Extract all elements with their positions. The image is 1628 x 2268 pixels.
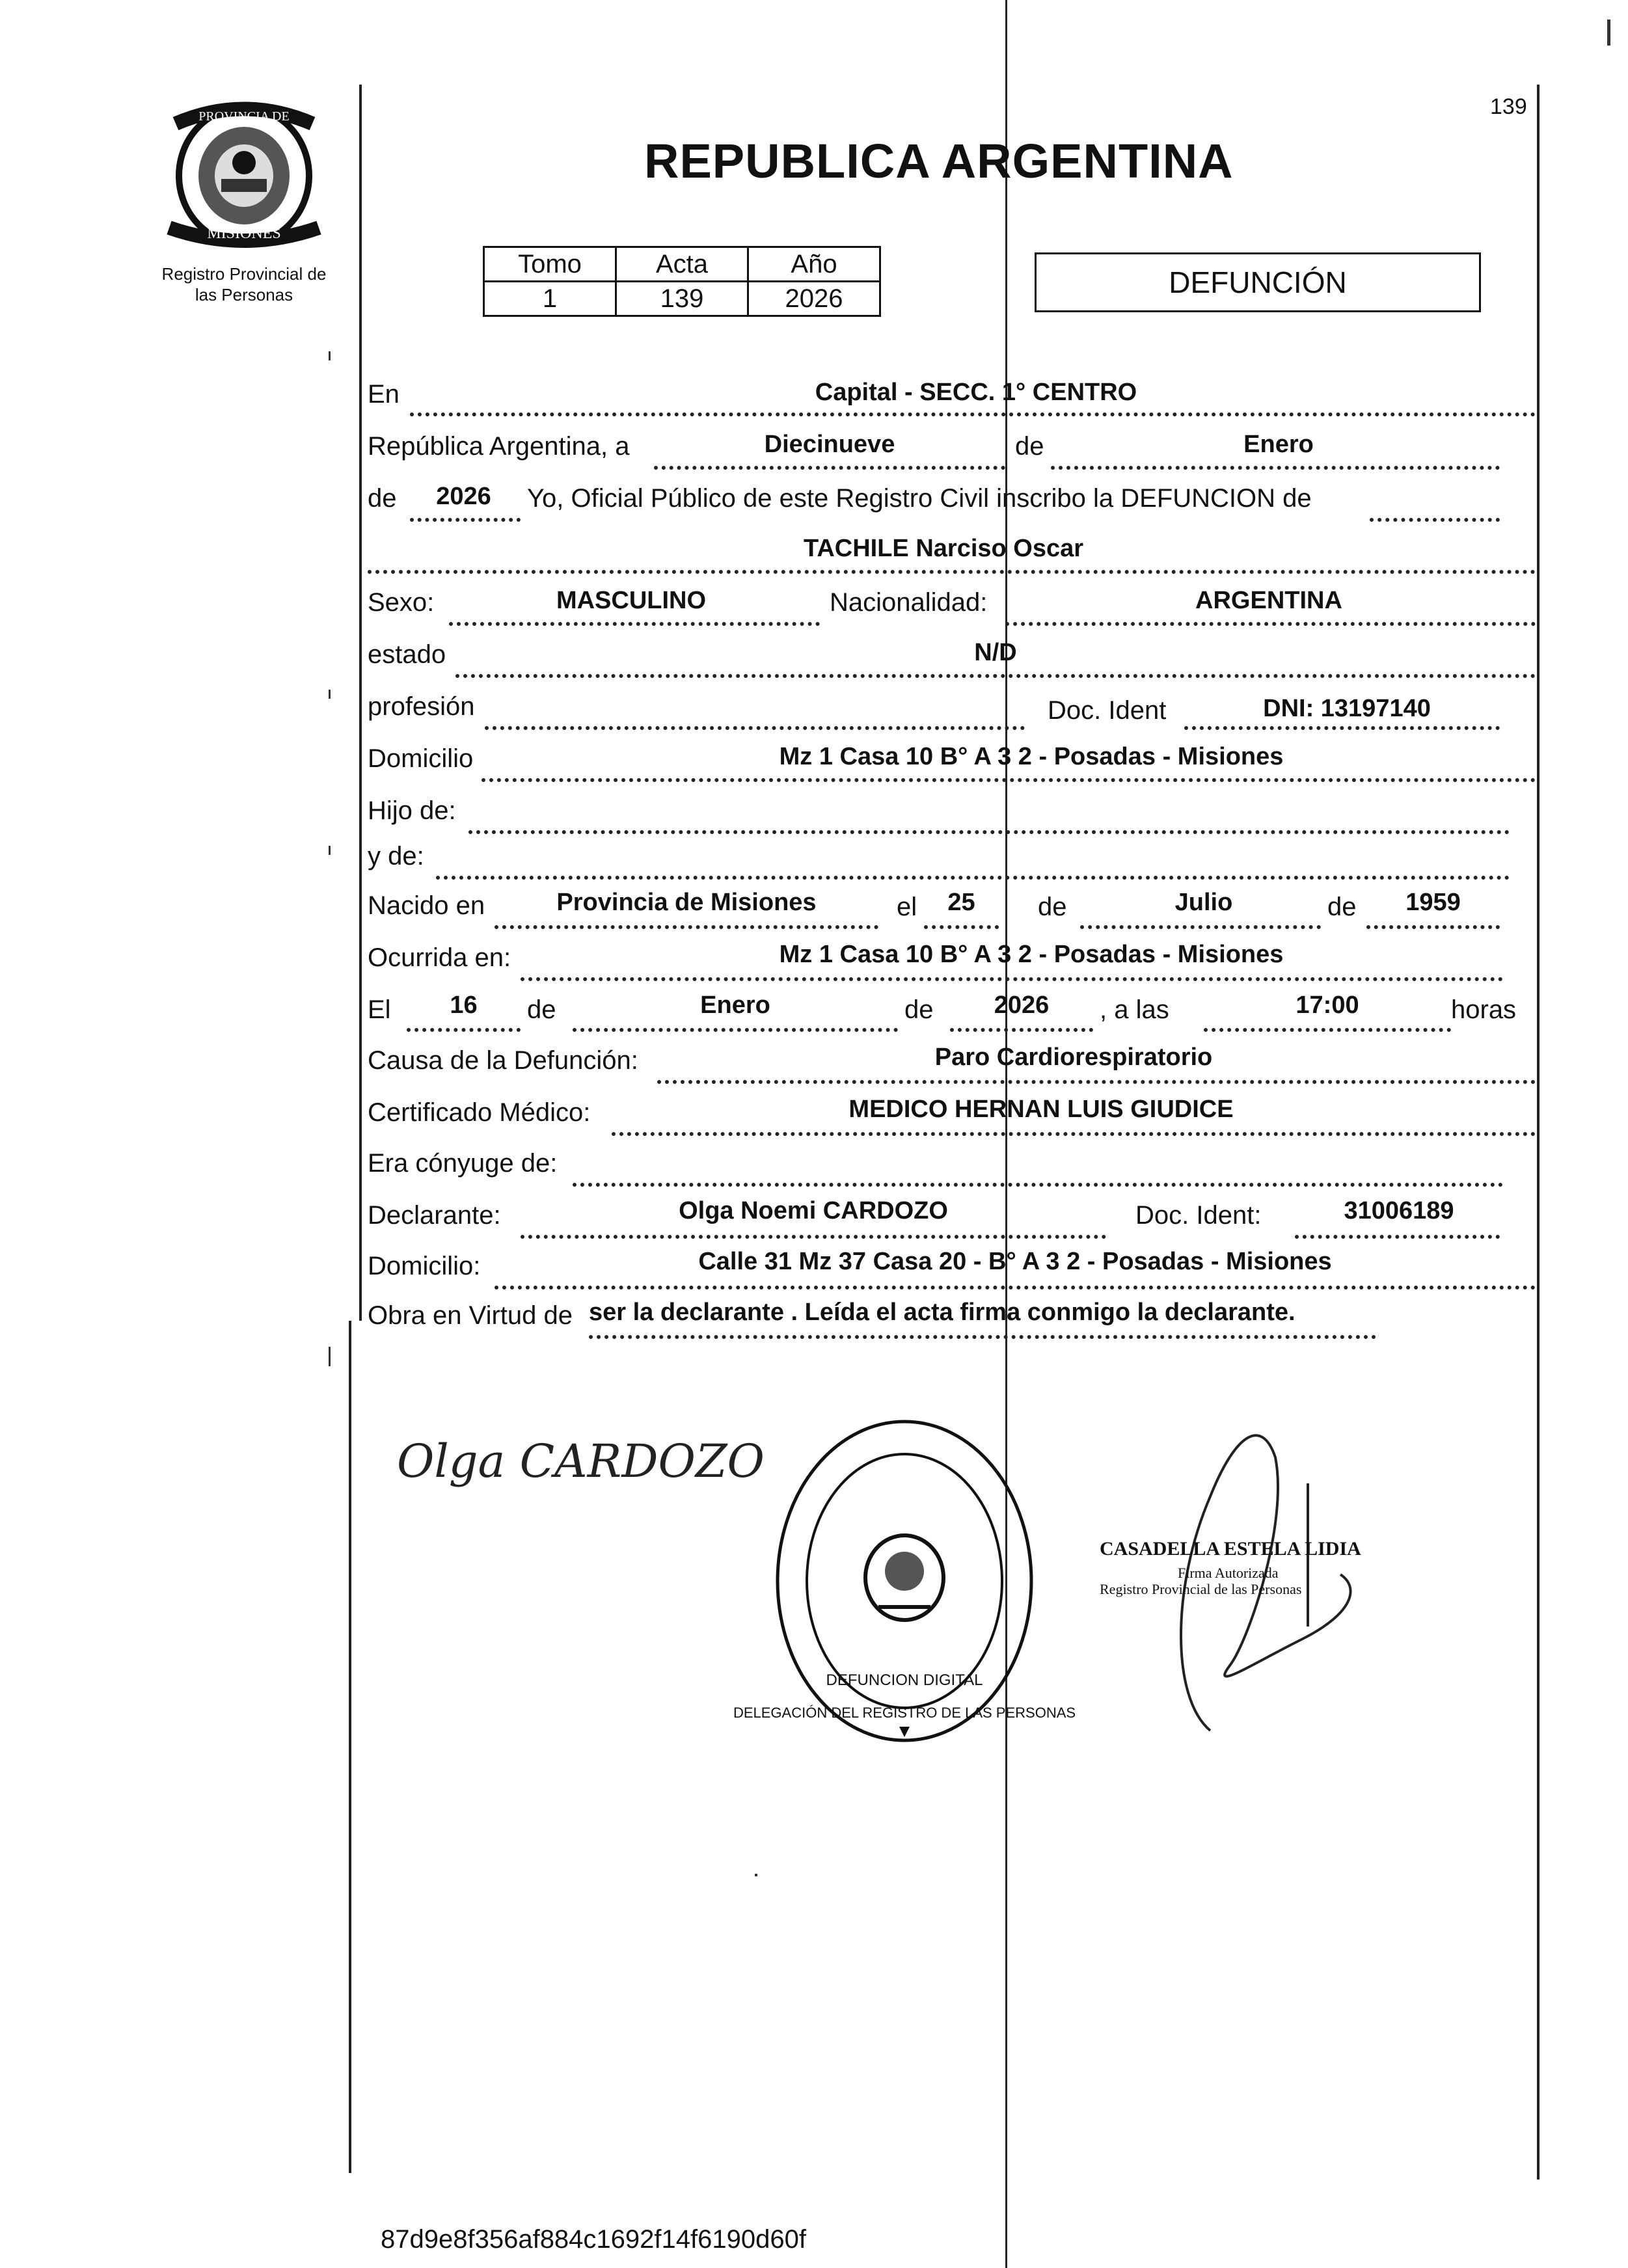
declarant-signature-graphic [390, 1412, 794, 1509]
dotted-line [521, 1235, 1106, 1239]
left-margin-line-lower [349, 1321, 351, 2173]
nac-dia-value: 25 [947, 889, 975, 916]
doc-label: Doc. Ident [1048, 696, 1167, 725]
dotted-line [1366, 925, 1500, 929]
sexo-label: Sexo: [368, 588, 435, 617]
domicilio2-value: Calle 31 Mz 37 Casa 20 - B° A 3 2 - Posadas - Misiones [698, 1248, 1332, 1275]
dotted-line [468, 830, 1510, 834]
scan-mark [329, 1347, 331, 1366]
official-role-2: Registro Provincial de las Personas [1100, 1581, 1302, 1597]
dotted-line [495, 1286, 1536, 1289]
nac-anio-value: 1959 [1405, 889, 1461, 916]
conyuge-label: Era cónyuge de: [368, 1149, 558, 1178]
month-value: Enero [1243, 431, 1314, 458]
domicilio2-label: Domicilio: [368, 1252, 481, 1280]
yde-label: y de: [368, 842, 424, 871]
document-hash: 87d9e8f356af884c1692f14f6190d60f [381, 2225, 806, 2254]
stamp-inner-text: DEFUNCION DIGITAL [826, 1671, 983, 1689]
def-anio-value: 2026 [994, 992, 1050, 1019]
declarante-value: Olga Noemi CARDOZO [679, 1197, 948, 1224]
doc2-label: Doc. Ident: [1135, 1201, 1262, 1230]
page-title: REPUBLICA ARGENTINA [644, 134, 1234, 188]
header-tomo: Tomo [484, 247, 616, 282]
doc2-value: 31006189 [1344, 1197, 1454, 1224]
dotted-line [436, 876, 1510, 880]
def-dia-value: 16 [450, 992, 478, 1019]
dotted-line [1295, 1235, 1500, 1239]
crest-text-bottom: MISIONES [207, 225, 281, 242]
dotted-line [657, 1080, 1536, 1084]
official-signature-graphic [1093, 1392, 1431, 1757]
province-crest [150, 98, 338, 247]
header-acta: Acta [616, 247, 748, 282]
value-acta: 139 [616, 282, 748, 316]
el2-label: El [368, 995, 391, 1024]
ocurrida-label: Ocurrida en: [368, 943, 511, 972]
nacionalidad-label: Nacionalidad: [830, 588, 988, 617]
registry-caption [124, 263, 364, 305]
dotted-line [485, 726, 1025, 730]
dotted-line [950, 1028, 1093, 1032]
left-margin-line [359, 85, 362, 1321]
deceased-name: TACHILE Narciso Oscar [803, 535, 1084, 562]
dotted-line [410, 412, 1536, 416]
hijo-label: Hijo de: [368, 796, 456, 825]
dotted-line [455, 674, 1536, 678]
dotted-line [1184, 726, 1500, 730]
dotted-line [1204, 1028, 1451, 1032]
official-stamp [733, 1412, 1076, 1750]
domicilio-value: Mz 1 Casa 10 B° A 3 2 - Posadas - Misiones [779, 743, 1284, 770]
profesion-label: profesión [368, 692, 475, 721]
def-de1-label: de [527, 995, 556, 1024]
dotted-line [449, 622, 820, 626]
nac-de2-label: de [1327, 893, 1357, 921]
scan-mark [329, 351, 331, 360]
dotted-line [482, 778, 1536, 782]
horas-label: horas [1451, 995, 1517, 1024]
stamp-text: DELEGACIÓN DEL REGISTRO DE LAS PERSONAS [733, 1705, 1076, 1721]
scan-mark [1607, 20, 1610, 46]
page-number: 139 [1490, 94, 1527, 119]
def-hora-value: 17:00 [1296, 992, 1359, 1019]
certificado-value: MEDICO HERNAN LUIS GIUDICE [848, 1096, 1234, 1123]
declarant-signature [390, 1412, 794, 1509]
dotted-line [1051, 466, 1500, 470]
nacionalidad-value: ARGENTINA [1195, 587, 1342, 614]
causa-value: Paro Cardiorespiratorio [934, 1044, 1213, 1071]
dotted-line [924, 925, 999, 929]
def-de2-label: de [904, 995, 934, 1024]
value-anio: 2026 [748, 282, 880, 316]
nacido-label: Nacido en [368, 891, 485, 920]
place-value: Capital - SECC. 1° CENTRO [815, 379, 1137, 406]
year-de-label: de [368, 484, 397, 513]
right-margin-line [1537, 85, 1540, 2180]
estado-value: N/D [974, 639, 1017, 666]
dotted-line [407, 1028, 521, 1032]
en-label: En [368, 380, 400, 409]
intro-text: Yo, Oficial Público de este Registro Civil inscribo la DEFUNCION de [527, 484, 1312, 513]
estado-label: estado [368, 640, 446, 669]
declarant-signature-text: Olga CARDOZO [397, 1435, 765, 1488]
nac-mes-value: Julio [1174, 889, 1233, 916]
dotted-line [1005, 622, 1536, 626]
def-mes-value: Enero [700, 992, 770, 1019]
republica-label: República Argentina, a [368, 432, 630, 461]
day-words-value: Diecinueve [764, 431, 895, 458]
dotted-line [612, 1132, 1536, 1136]
dotted-line [410, 518, 521, 522]
header-anio: Año [748, 247, 880, 282]
official-role-1: Firma Autorizada [1178, 1565, 1279, 1581]
value-tomo: 1 [484, 282, 616, 316]
de-label: de [1015, 432, 1044, 461]
crest-text-top: PROVINCIA DE [198, 109, 290, 124]
year-value: 2026 [436, 483, 491, 510]
alas-label: , a las [1100, 995, 1169, 1024]
dotted-line [1080, 925, 1321, 929]
ocurrida-value: Mz 1 Casa 10 B° A 3 2 - Posadas - Misiones [779, 941, 1284, 968]
record-type-box: DEFUNCIÓN [1035, 252, 1481, 312]
el-label: el [897, 893, 917, 921]
record-reference-table [483, 246, 881, 317]
registry-caption-line-1: Registro Provincial de [161, 264, 327, 284]
obra-label: Obra en Virtud de [368, 1301, 573, 1330]
declarante-label: Declarante: [368, 1201, 501, 1230]
dotted-line [589, 1335, 1376, 1339]
obra-text: ser la declarante . Leída el acta firma conmigo la declarante. [589, 1299, 1296, 1326]
nac-de1-label: de [1038, 893, 1067, 921]
dotted-line [1370, 518, 1500, 522]
official-signature [1093, 1392, 1431, 1757]
scan-mark [755, 1874, 757, 1876]
scan-mark [329, 846, 331, 855]
sexo-value: MASCULINO [556, 587, 707, 614]
dotted-line [573, 1183, 1503, 1187]
official-name: CASADELLA ESTELA LIDIA [1100, 1538, 1361, 1559]
registry-caption-line-2: las Personas [195, 285, 293, 304]
dotted-line [521, 977, 1503, 981]
doc-value: DNI: 13197140 [1263, 695, 1431, 722]
dotted-line [368, 570, 1536, 574]
certificado-label: Certificado Médico: [368, 1098, 591, 1127]
causa-label: Causa de la Defunción: [368, 1046, 638, 1075]
domicilio-label: Domicilio [368, 744, 474, 773]
dotted-line [573, 1028, 898, 1032]
dotted-line [495, 925, 878, 929]
nacido-lugar-value: Provincia de Misiones [556, 889, 817, 916]
dotted-line [654, 466, 1005, 470]
scan-mark [329, 690, 331, 699]
